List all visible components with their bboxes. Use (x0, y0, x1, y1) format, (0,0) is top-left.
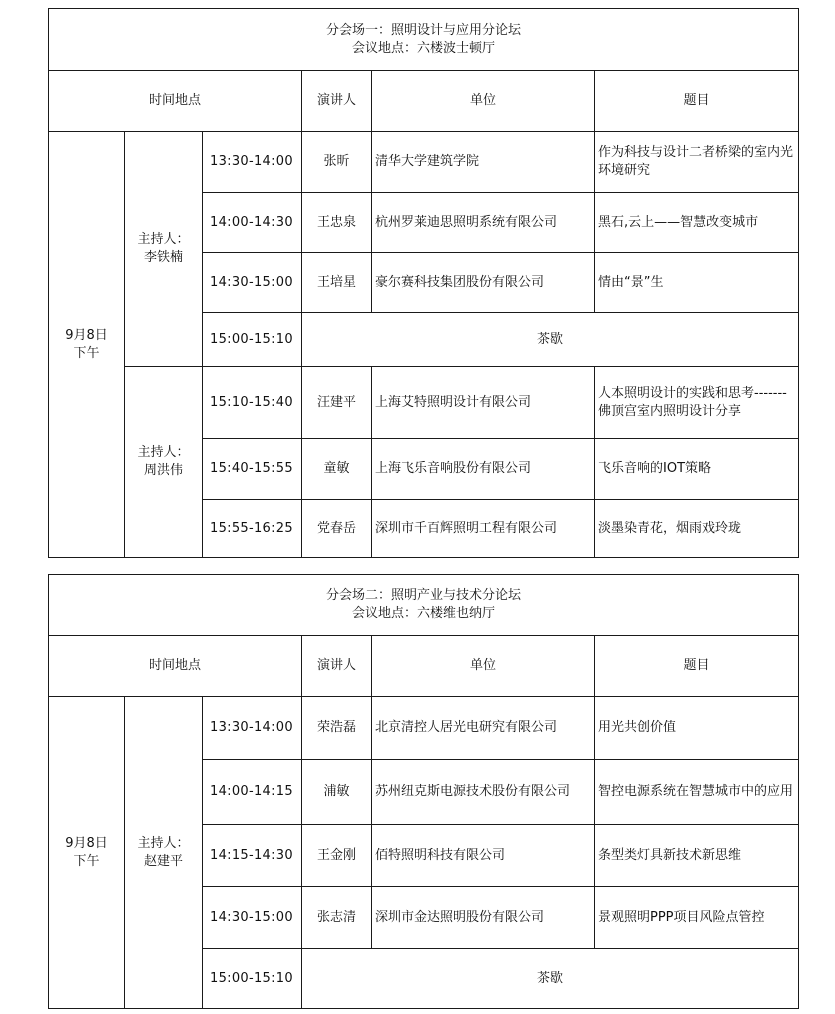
unit-cell: 深圳市金达照明股份有限公司 (372, 887, 595, 949)
unit-cell: 豪尔赛科技集团股份有限公司 (372, 253, 595, 313)
time-cell: 14:00-14:30 (203, 193, 302, 253)
table-row (49, 367, 799, 439)
speaker-cell: 童敏 (302, 439, 372, 500)
speaker-cell: 张昕 (302, 132, 372, 193)
topic-cell: 智控电源系统在智慧城市中的应用 (595, 760, 799, 825)
header-topic: 题目 (595, 636, 799, 697)
topic-cell: 情由“景”生 (595, 253, 799, 313)
speaker-cell: 王忠泉 (302, 193, 372, 253)
unit-cell: 清华大学建筑学院 (372, 132, 595, 193)
topic-cell: 飞乐音响的IOT策略 (595, 439, 799, 500)
topic-cell: 用光共创价值 (595, 697, 799, 760)
header-unit: 单位 (372, 71, 595, 132)
time-cell: 13:30-14:00 (203, 132, 302, 193)
table-row (49, 132, 799, 193)
unit-cell: 佰特照明科技有限公司 (372, 825, 595, 887)
header-row (49, 636, 799, 697)
topic-cell: 黑石,云上——智慧改变城市 (595, 193, 799, 253)
forum-title-cell (49, 575, 799, 636)
time-cell: 14:30-15:00 (203, 887, 302, 949)
forum-title: 分会场二：照明产业与技术分论坛 (326, 588, 522, 603)
header-unit: 单位 (372, 636, 595, 697)
unit-cell: 上海飞乐音响股份有限公司 (372, 439, 595, 500)
time-cell: 13:30-14:00 (203, 697, 302, 760)
header-speaker: 演讲人 (302, 636, 372, 697)
header-time-place: 时间地点 (49, 636, 302, 697)
date-cell: 9月8日 下午 (49, 132, 125, 558)
forum-2-table (48, 574, 799, 1009)
speaker-cell: 浦敏 (302, 760, 372, 825)
topic-cell: 人本照明设计的实践和思考-------佛顶宫室内照明设计分享 (595, 367, 799, 439)
speaker-cell: 张志清 (302, 887, 372, 949)
time-cell: 14:30-15:00 (203, 253, 302, 313)
unit-cell: 杭州罗莱迪思照明系统有限公司 (372, 193, 595, 253)
topic-cell: 淡墨染青花，烟雨戏玲珑 (595, 500, 799, 558)
time-cell: 14:15-14:30 (203, 825, 302, 887)
header-speaker: 演讲人 (302, 71, 372, 132)
host-cell: 主持人： 周洪伟 (125, 367, 203, 558)
header-row (49, 71, 799, 132)
table-row (49, 697, 799, 760)
time-cell: 15:40-15:55 (203, 439, 302, 500)
time-cell: 15:10-15:40 (203, 367, 302, 439)
host-cell: 主持人： 赵建平 (125, 697, 203, 1009)
host-cell: 主持人： 李铁楠 (125, 132, 203, 367)
header-time-place: 时间地点 (49, 71, 302, 132)
tea-break-cell: 茶歇 (302, 949, 799, 1009)
speaker-cell: 王金刚 (302, 825, 372, 887)
unit-cell: 上海艾特照明设计有限公司 (372, 367, 595, 439)
forum-title-cell (49, 9, 799, 71)
speaker-cell: 荣浩磊 (302, 697, 372, 760)
topic-cell: 景观照明PPP项目风险点管控 (595, 887, 799, 949)
time-cell: 14:00-14:15 (203, 760, 302, 825)
forum-venue: 会议地点：六楼维也纳厅 (352, 606, 496, 621)
speaker-cell: 党春岳 (302, 500, 372, 558)
speaker-cell: 汪建平 (302, 367, 372, 439)
forum-venue: 会议地点：六楼波士顿厅 (352, 40, 496, 56)
unit-cell: 苏州纽克斯电源技术股份有限公司 (372, 760, 595, 825)
time-cell: 15:55-16:25 (203, 500, 302, 558)
tea-break-cell: 茶歇 (302, 313, 799, 367)
time-cell: 15:00-15:10 (203, 949, 302, 1009)
speaker-cell: 王培星 (302, 253, 372, 313)
topic-cell: 条型类灯具新技术新思维 (595, 825, 799, 887)
date-cell: 9月8日 下午 (49, 697, 125, 1009)
forum-title: 分会场一：照明设计与应用分论坛 (326, 22, 522, 38)
unit-cell: 深圳市千百辉照明工程有限公司 (372, 500, 595, 558)
header-topic: 题目 (595, 71, 799, 132)
topic-cell: 作为科技与设计二者桥梁的室内光环境研究 (595, 132, 799, 193)
forum-1-table (48, 8, 799, 558)
unit-cell: 北京清控人居光电研究有限公司 (372, 697, 595, 760)
time-cell: 15:00-15:10 (203, 313, 302, 367)
